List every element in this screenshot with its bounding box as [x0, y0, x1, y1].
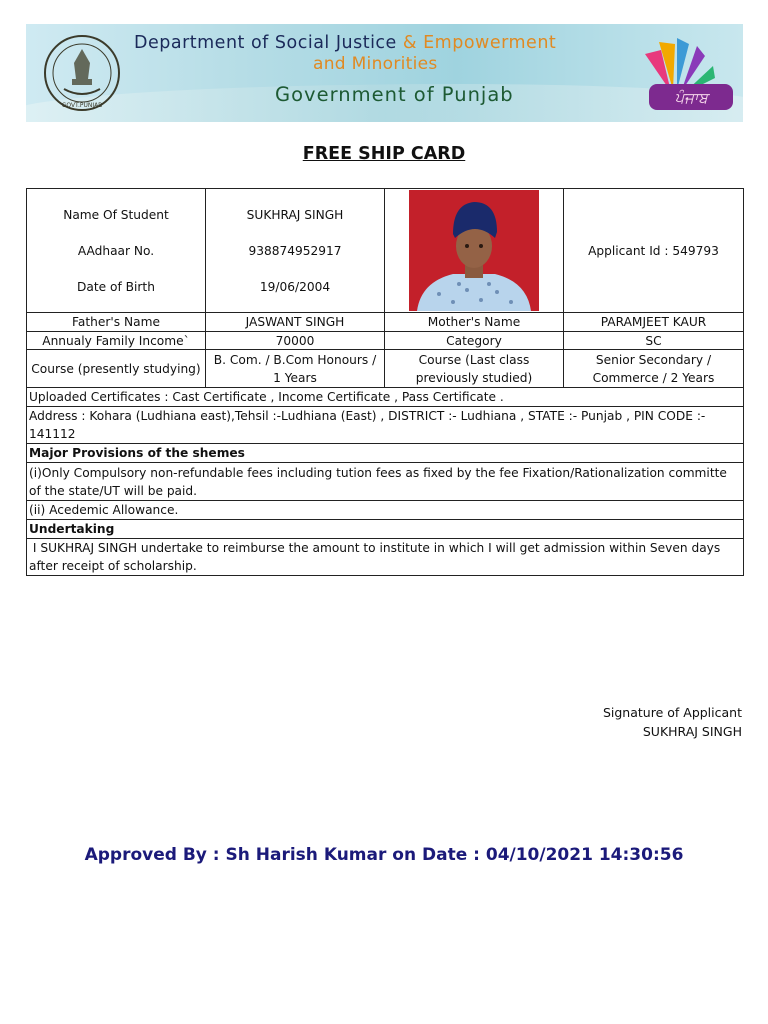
- student-info-row: [27, 189, 744, 313]
- page-title: FREE SHIP CARD: [302, 144, 466, 164]
- undertaking-heading: Undertaking: [27, 520, 744, 539]
- header-banner: [26, 24, 743, 122]
- department-line-2: and Minorities: [313, 54, 438, 74]
- provision-1-row: [27, 463, 744, 501]
- previous-course: Senior Secondary / Commerce / 2 Years: [564, 350, 744, 388]
- applicant-id: Applicant Id : 549793: [564, 189, 744, 313]
- income-row: [27, 332, 744, 350]
- punjab-seal-icon: [42, 33, 122, 113]
- student-labels: [27, 189, 206, 313]
- provisions-heading-row: [27, 444, 744, 463]
- government-title: Government of Punjab: [275, 83, 514, 106]
- student-values: [206, 189, 385, 313]
- father-label: Father's Name: [27, 313, 206, 332]
- provision-2-row: [27, 501, 744, 520]
- department-title: [134, 33, 556, 53]
- free-ship-card-table: [26, 188, 744, 576]
- present-course-label: Course (presently studying): [27, 350, 206, 388]
- approved-by: Approved By : Sh Harish Kumar on Date : 04/10/2021 14:30:56: [84, 845, 684, 865]
- provision-item-1: (i)Only Compulsory non-refundable fees including tution fees as fixed by the fee Fixation/Rationalization committe of the state/UT will be paid.: [27, 463, 744, 501]
- provisions-heading: Major Provisions of the shemes: [27, 444, 744, 463]
- address-row: [27, 407, 744, 444]
- name-label: Name Of Student: [63, 207, 169, 222]
- undertaking-text-row: [27, 539, 744, 576]
- mother-label: Mother's Name: [385, 313, 564, 332]
- student-photo: [409, 190, 539, 311]
- income-label: Annualy Family Income`: [27, 332, 206, 350]
- uploaded-certificates: Uploaded Certificates : Cast Certificate , Income Certificate , Pass Certificate .: [27, 388, 744, 407]
- signature-name: SUKHRAJ SINGH: [642, 724, 742, 739]
- logo-text: ਪੰਜਾਬ: [674, 89, 708, 107]
- previous-course-label: Course (Last class previously studied): [385, 350, 564, 388]
- parents-row: [27, 313, 744, 332]
- dob-label: Date of Birth: [77, 279, 155, 294]
- seal-text: GOVT.PUNJAB: [61, 102, 103, 109]
- family-income: 70000: [206, 332, 385, 350]
- department-ampersand: & Empowerment: [402, 33, 557, 53]
- mother-name: PARAMJEET KAUR: [564, 313, 744, 332]
- address: Address : Kohara (Ludhiana east),Tehsil :-Ludhiana (East) , DISTRICT :- Ludhiana , STATE :- Punjab , PIN CODE :- 141112: [27, 407, 744, 444]
- certificates-row: [27, 388, 744, 407]
- present-course: B. Com. / B.Com Honours / 1 Years: [206, 350, 385, 388]
- signature-label: Signature of Applicant: [602, 705, 742, 720]
- father-name: JASWANT SINGH: [206, 313, 385, 332]
- aadhaar-label: AAdhaar No.: [77, 243, 155, 258]
- punjab-logo-icon: [631, 32, 741, 118]
- category-label: Category: [385, 332, 564, 350]
- department-line-1: Department of Social Justice: [134, 33, 397, 53]
- student-name: SUKHRAJ SINGH: [246, 207, 344, 222]
- date-of-birth: 19/06/2004: [259, 279, 331, 294]
- undertaking-heading-row: [27, 520, 744, 539]
- provision-item-2: (ii) Acedemic Allowance.: [27, 501, 744, 520]
- course-row: [27, 350, 744, 388]
- photo-cell: [385, 189, 564, 313]
- category-value: SC: [564, 332, 744, 350]
- aadhaar-number: 938874952917: [248, 243, 342, 258]
- undertaking-text: I SUKHRAJ SINGH undertake to reimburse the amount to institute in which I will get admission within Seven days after receipt of scholarship.: [27, 539, 744, 576]
- signature-block: [603, 703, 742, 741]
